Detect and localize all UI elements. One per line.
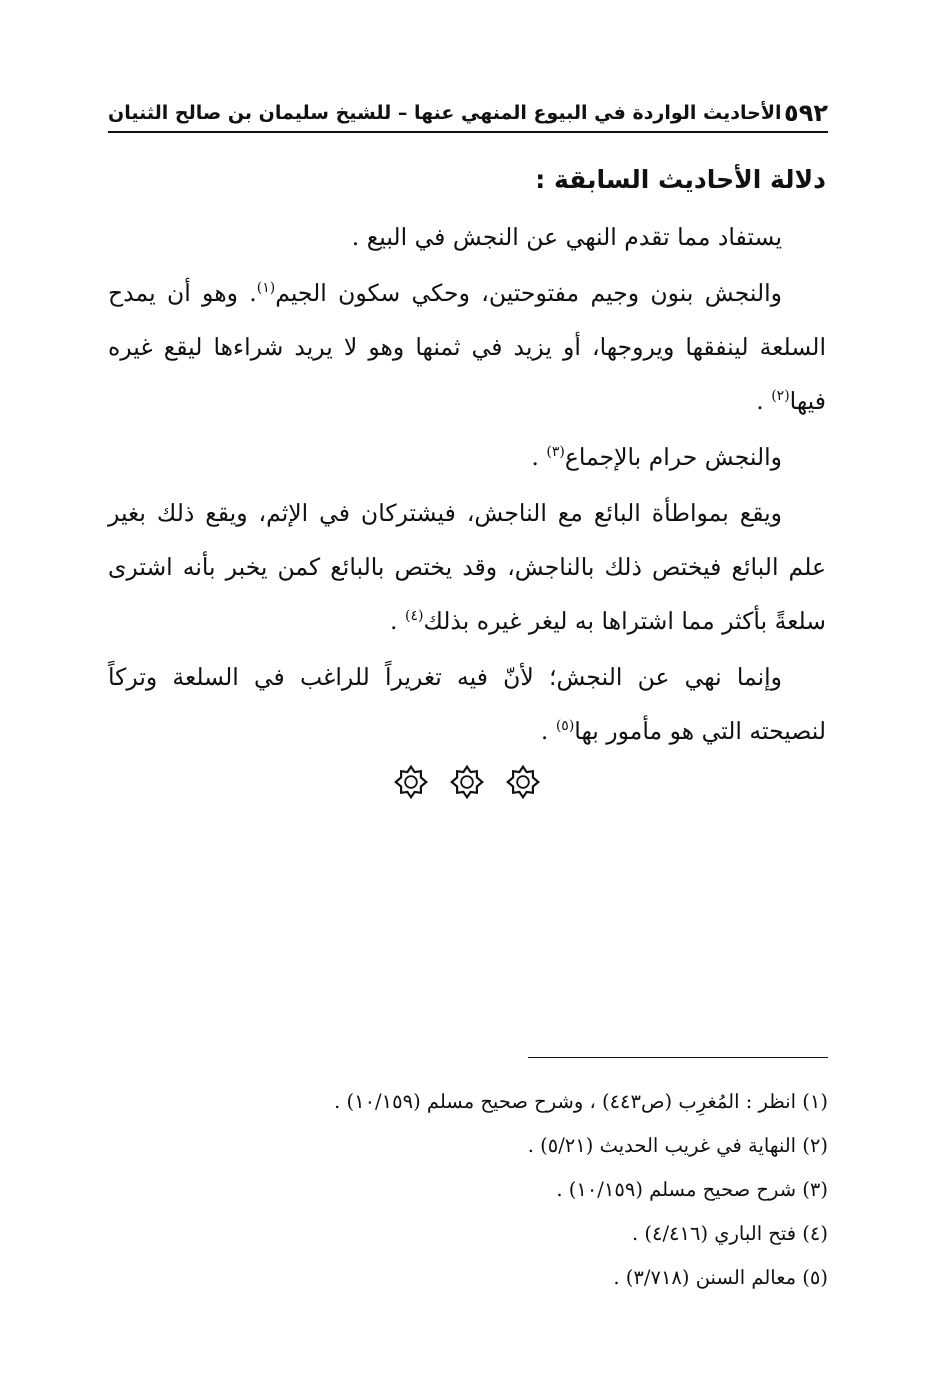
footnote-1: (١) انظر : المُغرِب (ص٤٤٣) ، وشرح صحيح مسلم (١٠/١٥٩) . bbox=[334, 1090, 828, 1113]
paragraph-3 bbox=[108, 430, 826, 484]
star-ornament-icon bbox=[505, 764, 541, 800]
footnotes bbox=[108, 1080, 828, 1300]
paragraph-4 bbox=[108, 486, 826, 648]
paragraph-5 bbox=[108, 650, 826, 758]
paragraph-5-text-b: . bbox=[540, 717, 556, 745]
footnote-ref-3[interactable]: (٣) bbox=[546, 444, 565, 460]
paragraph-1 bbox=[108, 210, 826, 264]
section-heading: دلالة الأحاديث السابقة : bbox=[535, 165, 826, 194]
paragraph-2-text-a: والنجش بنون وجيم مفتوحتين، وحكي سكون الجيم bbox=[275, 279, 782, 307]
footnote-4: (٤) فتح الباري (٤/٤١٦) . bbox=[631, 1222, 828, 1245]
paragraph-1-text: يستفاد مما تقدم النهي عن النجش في البيع . bbox=[351, 223, 782, 251]
footnote-ref-5[interactable]: (٥) bbox=[555, 718, 575, 734]
footnote-5: (٥) معالم السنن (٣/٧١٨) . bbox=[613, 1266, 828, 1289]
paragraph-2 bbox=[108, 266, 826, 428]
star-ornament-icon bbox=[393, 764, 429, 800]
page-header bbox=[108, 92, 828, 130]
header-rule bbox=[108, 131, 828, 133]
body-text bbox=[108, 210, 826, 758]
paragraph-4-text-a: ويقع بمواطأة البائع مع الناجش، فيشتركان في الإثم، ويقع ذلك بغير علم البائع فيختص ذلك بالناجش، وقد يختص بالبائع كمن يخبر بأنه اشترى سلعةً بأكثر مما اشتراها به ليغر غيره بذلك bbox=[108, 499, 826, 635]
paragraph-2-text-b: . وهو أن يمدح السلعة لينفقها ويروجها، أو يزيد في ثمنها وهو لا يريد شراءها ليقع غيره فيها bbox=[108, 279, 826, 415]
star-ornament-icon bbox=[449, 764, 485, 800]
section-end-ornaments bbox=[108, 764, 826, 802]
footnote-ref-1[interactable]: (١) bbox=[256, 280, 276, 296]
paragraph-3-text-b: . bbox=[531, 443, 547, 471]
paragraph-5-text-a: وإنما نهي عن النجش؛ لأنّ فيه تغريراً للراغب في السلعة وتركاً لنصيحته التي هو مأمور بها bbox=[108, 663, 826, 745]
footnote-ref-4[interactable]: (٤) bbox=[405, 608, 424, 624]
footnote-ref-2[interactable]: (٢) bbox=[771, 388, 790, 404]
paragraph-4-text-b: . bbox=[390, 607, 405, 635]
page-number: ٥٩٢ bbox=[784, 99, 828, 127]
footnote-separator bbox=[528, 1057, 828, 1058]
footnote-3: (٣) شرح صحيح مسلم (١٠/١٥٩) . bbox=[556, 1178, 828, 1201]
paragraph-3-text-a: والنجش حرام بالإجماع bbox=[564, 443, 782, 471]
footnote-2: (٢) النهاية في غريب الحديث (٥/٢١) . bbox=[527, 1134, 828, 1157]
paragraph-2-text-c: . bbox=[756, 387, 772, 415]
running-title: الأحاديث الواردة في البيوع المنهي عنها – للشيخ سليمان بن صالح الثنيان bbox=[108, 102, 782, 124]
